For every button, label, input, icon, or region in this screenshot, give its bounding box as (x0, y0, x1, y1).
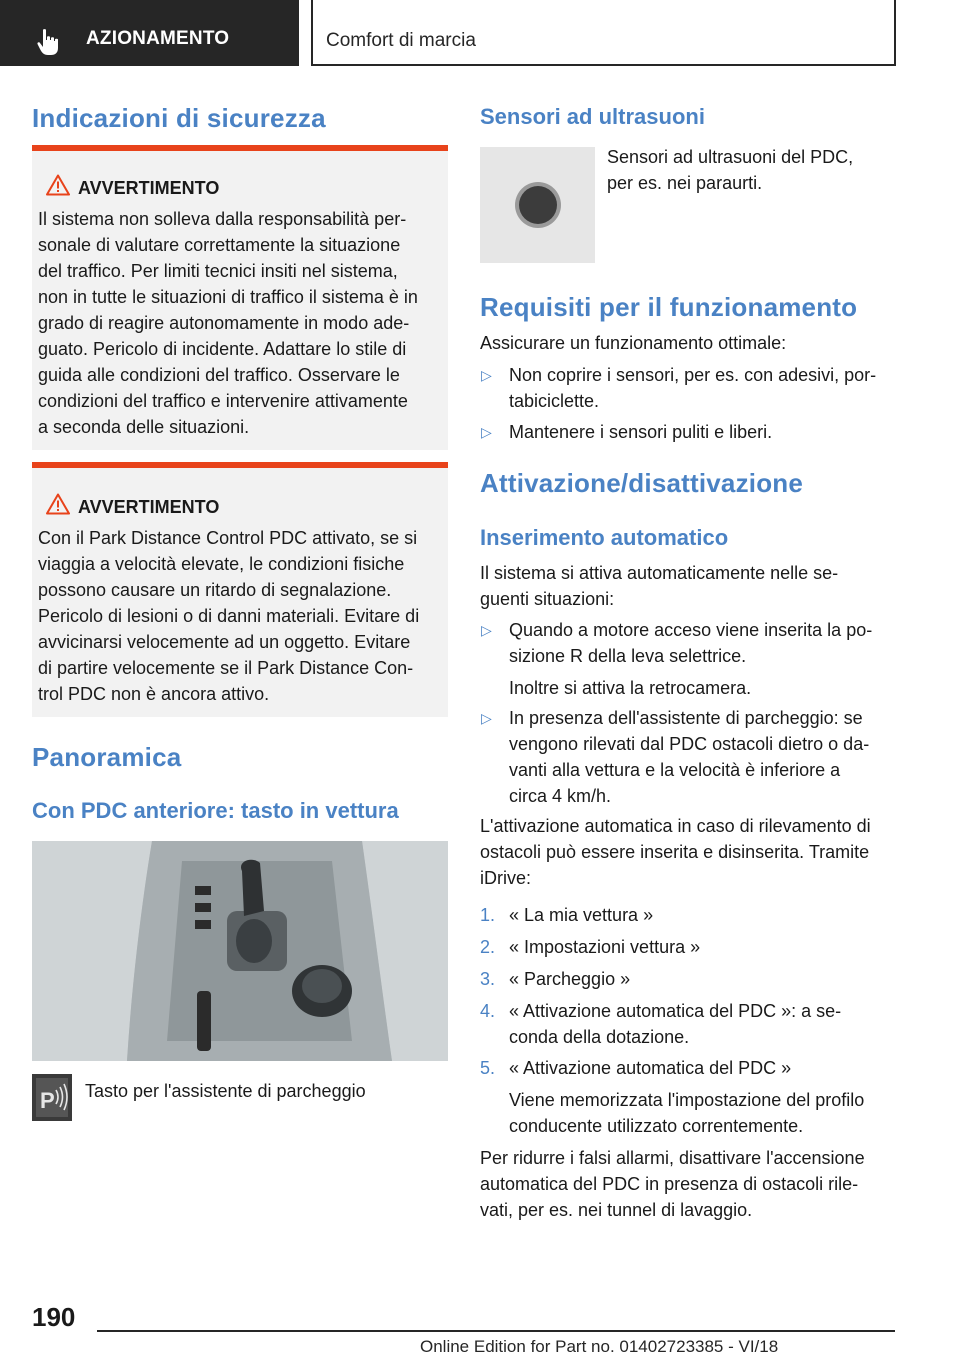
warning-line: Il sistema non solleva dalla responsabilità per- (38, 209, 407, 229)
warning-line: guida alle condizioni del traffico. Osservare le (38, 365, 400, 385)
step-item (480, 1055, 895, 1139)
warning-box-1 (32, 145, 448, 450)
step-item (480, 934, 895, 960)
text-line: Per ridurre i falsi allarmi, disattivare l'accensione (480, 1148, 865, 1168)
requirements-intro: Assicurare un funzionamento ottimale: (480, 333, 787, 353)
footer-edition: Online Edition for Part no. 01402723385 - VI/18 (420, 1337, 779, 1356)
header-section-title: AZIONAMENTO (86, 28, 230, 49)
warning-line: sonale di valutare correttamente la situazione (38, 235, 401, 255)
text-line: sizione R della leva selettrice. (509, 646, 747, 666)
text-line: iDrive: (480, 868, 532, 888)
idrive-text (480, 813, 871, 891)
text-line: « Parcheggio » (509, 969, 631, 989)
text-line: L'attivazione automatica in caso di rilevamento di (480, 816, 871, 836)
text-line: Non coprire i sensori, per es. con adesivi, por- (509, 365, 877, 385)
auto-title: Inserimento automatico (480, 525, 729, 550)
warning-box-2 (32, 462, 448, 717)
text-line: circa 4 km/h. (509, 786, 612, 806)
sensors-description (607, 144, 853, 196)
text-line: ostacoli può essere inserita e disinserita. Tramite (480, 842, 870, 862)
text-line: guenti situazioni: (480, 589, 615, 609)
step-item (480, 998, 895, 1050)
text-line: « La mia vettura » (509, 905, 654, 925)
park-assist-button-icon (32, 1074, 72, 1121)
text-line: « Impostazioni vettura » (509, 937, 701, 957)
warning-line: a seconda delle situazioni. (38, 417, 250, 437)
requirements-title: Requisiti per il funzionamento (480, 292, 858, 322)
text-line: automatica del PDC in presenza di ostacoli rile- (480, 1174, 859, 1194)
activation-title: Attivazione/disattivazione (480, 468, 804, 498)
warning-text (38, 206, 442, 440)
warning-heading: AVVERTIMENTO (78, 497, 220, 517)
sensors-title: Sensori ad ultrasuoni (480, 104, 705, 129)
warning-text (38, 525, 442, 707)
text-line: Viene memorizzata l'impostazione del profilo (509, 1090, 865, 1110)
warning-line: Pericolo di lesioni o di danni materiali. Evitare di (38, 606, 420, 626)
text-line: per es. nei paraurti. (607, 173, 763, 193)
step-number: 5. (480, 1058, 496, 1078)
header-chapter-title: Comfort di marcia (326, 30, 476, 51)
bullet-marker-icon: ▷ (481, 367, 492, 383)
list-item (480, 705, 895, 809)
text-line: conda della dotazione. (509, 1027, 690, 1047)
hand-pointer-icon (36, 28, 62, 56)
text-line: conducente utilizzato correntemente. (509, 1116, 804, 1136)
bullet-marker-icon: ▷ (481, 622, 492, 638)
warning-line: avvicinarsi velocemente ad un oggetto. Evitare (38, 632, 411, 652)
page-number: 190 (32, 1302, 76, 1332)
text-line: vanti alla vettura e la velocità è inferiore a (509, 760, 841, 780)
text-line: Sensori ad ultrasuoni del PDC, (607, 147, 854, 167)
warning-line: non in tutte le situazioni di traffico il sistema è in (38, 287, 418, 307)
warning-line: guato. Pericolo di incidente. Adattare lo stile di (38, 339, 407, 359)
text-line: vengono rilevati dal PDC ostacoli dietro o da- (509, 734, 870, 754)
warning-triangle-icon (46, 493, 70, 515)
text-line: « Attivazione automatica del PDC »: a se- (509, 1001, 842, 1021)
button-caption: Tasto per l'assistente di parcheggio (85, 1081, 366, 1101)
warning-triangle-icon (46, 174, 70, 196)
footer-divider (97, 1330, 895, 1332)
text-line: Il sistema si attiva automaticamente nelle se- (480, 563, 839, 583)
warning-line: Con il Park Distance Control PDC attivato, se si (38, 528, 418, 548)
step-number: 4. (480, 1001, 496, 1021)
bullet-marker-icon: ▷ (481, 424, 492, 440)
step-number: 1. (480, 905, 496, 925)
text-line: Inoltre si attiva la retrocamera. (509, 678, 752, 698)
warning-line: trol PDC non è ancora attivo. (38, 684, 270, 704)
step-item (480, 966, 895, 992)
auto-intro (480, 560, 838, 612)
step-number: 2. (480, 937, 496, 957)
text-line: Quando a motore acceso viene inserita la po- (509, 620, 873, 640)
text-line: « Attivazione automatica del PDC » (509, 1058, 792, 1078)
header-section-tab (0, 0, 299, 66)
warning-line: grado di reagire autonomamente in modo ade- (38, 313, 410, 333)
step-number: 3. (480, 969, 496, 989)
text-line: In presenza dell'assistente di parcheggio: se (509, 708, 863, 728)
svg-text:P: P (40, 1088, 55, 1113)
closing-text (480, 1145, 865, 1223)
warning-heading: AVVERTIMENTO (78, 178, 220, 198)
warning-line: possono causare un ritardo di segnalazione. (38, 580, 392, 600)
text-line: Mantenere i sensori puliti e liberi. (509, 422, 773, 442)
overview-subtitle: Con PDC anteriore: tasto in vettura (32, 798, 399, 823)
text-line: tabiciclette. (509, 391, 600, 411)
warning-line: del traffico. Per limiti tecnici insiti nel sistema, (38, 261, 398, 281)
text-line: vati, per es. nei tunnel di lavaggio. (480, 1200, 753, 1220)
warning-line: viaggia a velocità elevate, le condizioni fisiche (38, 554, 405, 574)
overview-title: Panoramica (32, 742, 182, 772)
warning-line: di partire velocemente se il Park Distance Con- (38, 658, 414, 678)
list-item (480, 617, 895, 701)
ultrasonic-sensor-illustration (480, 147, 595, 263)
safety-title: Indicazioni di sicurezza (32, 103, 326, 133)
step-item (480, 902, 895, 928)
bullet-marker-icon: ▷ (481, 710, 492, 726)
list-item (480, 419, 895, 445)
warning-line: condizioni del traffico e intervenire attivamente (38, 391, 408, 411)
list-item (480, 362, 895, 414)
center-console-illustration (32, 841, 448, 1061)
